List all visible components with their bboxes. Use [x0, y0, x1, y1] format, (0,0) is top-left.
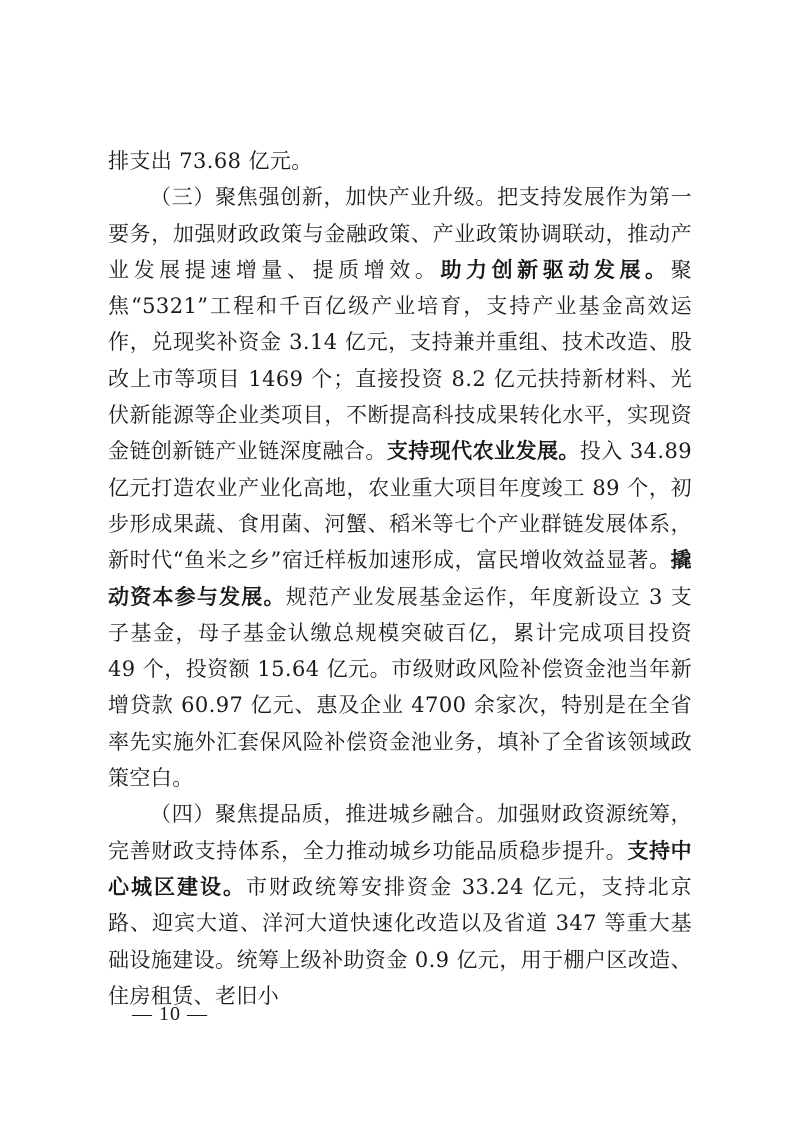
heading-innovation-driven: 助力创新驱动发展。 — [440, 256, 671, 282]
text-segment: 规范产业发展基金运作，年度新设立 3 支子基金，母子基金认缴总规模突破百亿，累计完成项目投资 49 个，投资额 15.64 亿元。市级财政风险补偿资金池当年新增贷款 60.97 亿元、惠及企业 4700 余家次，特别是在全省率先实施外汇套保风险补偿资金池业务，填补了全省该领域政策空白。 — [108, 584, 692, 791]
body-text — [108, 143, 692, 1014]
text-segment: 市财政统筹安排资金 33.24 亿元，支持北京路、迎宾大道、洋河大道快速化改造以及省道 347 等重大基础设施建设。统筹上级补助资金 0.9 亿元，用于棚户区改造、住房租赁、老旧小 — [108, 874, 692, 1008]
section-4-intro: （四）聚焦提品质，推进城乡融合。加强财政资源统筹，完善财政支持体系，全力推动城乡功能品质稳步提升。 — [108, 802, 692, 863]
heading-modern-agriculture: 支持现代农业发展。 — [386, 438, 580, 464]
text-segment: 投入 34.89 亿元打造农业产业化高地，农业重大项目年度竣工 89 个，初步形成果蔬、食用菌、河蟹、稻米等七个产业群链发展体系，新时代“鱼米之乡”宿迁样板加速形成，富民增收效益显著。 — [108, 439, 692, 573]
text-segment: 聚焦“5321”工程和千百亿级产业培育，支持产业基金高效运作，兑现奖补资金 3.14 亿元，支持兼并重组、技术改造、股改上市等项目 1469 个；直接投资 8.2 亿元扶持新材料、光伏新能源等企业类项目，不断提高科技成果转化水平，实现资金链创新链产业链深度融合。 — [108, 257, 692, 464]
page-number: — 10 — — [132, 1003, 208, 1025]
paragraph-section-4 — [108, 796, 692, 1014]
section-3-intro: （三）聚焦强创新，加快产业升级。把支持发展作为第一要务，加强财政政策与金融政策、产业政策协调联动，推动产业发展提速增量、提质增效。 — [108, 185, 692, 282]
heading-central-city: 支持中心城区建设。 — [108, 837, 692, 899]
heading-capital-participation: 撬动资本参与发展。 — [108, 547, 692, 609]
text-segment: 排支出 73.68 亿元。 — [108, 149, 313, 173]
paragraph-section-3 — [108, 179, 692, 796]
paragraph-continuation — [108, 143, 692, 179]
